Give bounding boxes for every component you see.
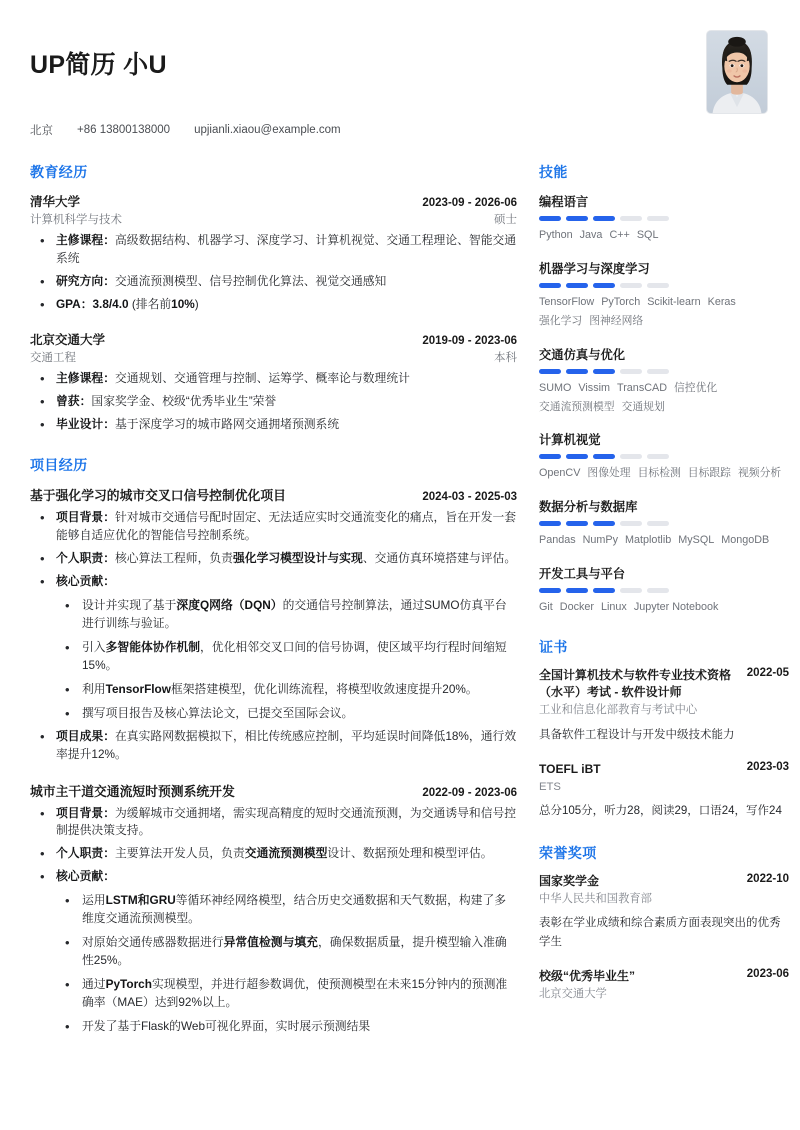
project-duty-pre: 主要算法开发人员，负责 [115,846,245,861]
project-duty-highlight: 交通流预测模型 [244,846,328,861]
skill-bar-empty [620,588,642,593]
certificate-row [539,761,789,778]
skill-group [539,497,789,550]
contrib-highlight: 异常值检测与填充 [223,935,318,950]
contrib-post: 等循环神经网络模型，结合历史交通数据和天气数据，构建了多维度交通流预测模型。 [82,893,507,926]
skill-level-bars [539,454,789,459]
skill-keyword: NumPy [582,534,619,547]
skill-keyword: Scikit-learn [647,295,701,308]
education-entry-row [30,330,517,348]
skill-bar-filled [593,369,615,374]
contrib-post: 框架搭建模型，优化训练流程，将模型收敛速度提升20%。 [170,681,478,696]
skill-keyword: TransCAD [617,381,668,394]
project-contrib-label: 核心贡献： [56,869,115,884]
skill-bar-empty [647,216,669,221]
list-item [56,705,517,723]
project-entry-row [30,485,517,504]
contrib-pre: 设计并实现了基于 [82,598,177,613]
project-duty-label: 个人职责： [56,846,115,861]
contrib-post: ，优化相邻交叉口间的信号协调，使区域平均行程时间缩短15%。 [82,639,507,672]
school-name: 北京交通大学 [30,332,106,347]
page-title: UP简历 小U [30,51,167,79]
list-item [56,681,517,699]
project-background-label: 项目背景： [56,805,115,820]
skill-bar-filled [593,521,615,526]
project-contributions [56,892,517,1035]
skill-keyword: Matplotlib [625,534,672,547]
list-item [56,892,517,928]
list-item [30,509,517,545]
skill-bar-empty [647,521,669,526]
section-awards [539,843,789,1003]
education-bullets [30,232,517,314]
education-subrow [30,348,517,365]
contact-email: upjianli.xiaou@example.com [194,124,341,136]
skill-keyword: Pandas [539,534,576,547]
list-item: • 曾获：国家奖学金、校级“优秀毕业生”荣誉 [30,393,517,411]
contrib-pre: 运用 [82,893,106,908]
education-subrow [30,210,517,227]
project-entry-row [30,781,517,800]
project-duty-label: 个人职责： [56,551,115,566]
skill-bar-empty [620,216,642,221]
skill-keyword: Linux [601,601,627,614]
skill-group-name: 编程语言 [539,195,589,209]
skill-bar-filled [539,454,561,459]
skill-keywords [539,531,789,550]
skill-keyword: TensorFlow [539,295,595,308]
contact-location: 北京 [30,125,53,137]
skill-keyword: Git [539,601,553,614]
award-desc: 表彰在学业成绩和综合素质方面表现突出的优秀学生 [539,917,781,949]
certificate-date: 2022-05 [746,667,789,680]
section-certificates [539,637,789,821]
skill-group [539,564,789,617]
list-item [30,845,517,863]
skill-bar-filled [566,588,588,593]
resume-body [30,162,789,1036]
skill-keywords [539,226,789,245]
skill-level-bars [539,216,789,221]
project-background: 为缓解城市交通拥堵，需实现高精度的短时交通流预测，为交通诱导和信号控制提供决策支持。 [56,805,517,838]
contrib-pre: 撰写项目报告及核心算法论文，已提交至国际会议。 [82,705,354,720]
skill-keyword: Java [579,229,603,241]
section-title-skills: 技能 [539,164,568,180]
skill-group-name: 交通仿真与优化 [539,347,626,362]
skill-keywords [539,464,789,483]
skill-keyword: 目标跟踪 [687,467,731,480]
award-row [539,873,789,890]
certificate-desc: 具备软件工程设计与开发中级技术能力 [539,728,735,741]
certificate-item [539,667,789,744]
list-item: • GPA：3.8/4.0 (排名前10%) [30,296,517,314]
contrib-highlight: PyTorch [105,976,152,991]
skill-bar-filled [593,454,615,459]
project-result: 在真实路网数据模拟下，相比传统感应控制，平均延误时间降低18%，通行效率提升12%。 [56,728,517,761]
skill-bar-filled [566,521,588,526]
certificate-row [539,667,789,701]
project-contributions [56,597,517,723]
skill-bar-empty [647,283,669,288]
certificate-item [539,761,789,821]
list-item: • 主修课程：高级数据结构、机器学习、深度学习、计算机视觉、交通工程理论、智能交通系统 [30,232,517,268]
skill-bar-filled [539,283,561,288]
project-name: 城市主干道交通流短时预测系统开发 [30,783,235,799]
skill-bar-filled [566,369,588,374]
award-name: 国家奖学金 [539,873,600,888]
skill-keyword: 信控优化 [674,381,718,394]
skill-keyword: 图神经网络 [589,314,644,327]
list-item [56,597,517,633]
certificate-date: 2023-03 [746,760,789,773]
degree: 硕士 [494,214,517,226]
skill-keyword: Vissim [578,381,611,394]
award-date: 2023-06 [746,968,789,981]
list-item [30,805,517,841]
project-duty-pre: 核心算法工程师，负责 [115,551,233,566]
header-left [30,28,341,138]
section-education [30,162,517,433]
award-date: 2022-10 [746,872,789,885]
project-entry [30,485,517,763]
skill-keywords [539,293,789,331]
skill-group-name: 机器学习与深度学习 [539,261,650,276]
project-duty-highlight: 强化学习模型设计与实现 [232,551,363,566]
skill-bar-empty [620,454,642,459]
skill-keywords [539,598,789,617]
skill-bar-empty [647,588,669,593]
contrib-pre: 对原始交通传感器数据进行 [82,935,224,950]
contrib-highlight: 多智能体协作机制 [105,639,200,654]
project-name: 基于强化学习的城市交叉口信号控制优化项目 [30,488,286,504]
education-date: 2023-09 - 2026-06 [422,197,517,209]
list-item [56,1018,517,1036]
skill-bar-filled [566,216,588,221]
list-item: • 主修课程：交通规划、交通管理与控制、运筹学、概率论与数理统计 [30,370,517,388]
skill-bar-empty [647,454,669,459]
skill-keyword: 视频分析 [737,467,782,480]
skill-keyword: Python [539,229,573,241]
award-row [539,968,789,985]
certificate-org: 工业和信息化部教育与考试中心 [539,704,698,717]
skill-keyword: SUMO [539,381,572,394]
skill-keyword: PyTorch [601,295,641,308]
contrib-post: ，确保数据质量，提升模型输入准确性25%。 [82,935,507,967]
skill-keywords [539,379,789,417]
project-contrib-label: 核心贡献： [56,574,115,589]
main-column [30,162,517,1036]
project-bullets [30,805,517,1036]
skill-group [539,430,789,483]
skill-keyword: Jupyter Notebook [633,601,719,614]
certificate-org: ETS [539,780,561,793]
skill-group [539,259,789,331]
skill-bar-filled [566,454,588,459]
degree: 本科 [494,351,517,364]
education-entry-row [30,192,517,210]
skill-keyword: Keras [707,295,736,308]
education-date: 2019-09 - 2023-06 [422,334,517,347]
contrib-highlight: LSTM和GRU [105,893,176,908]
skill-keyword: 强化学习 [539,314,583,327]
list-item [56,934,517,970]
skill-group-name: 计算机视觉 [539,433,601,448]
skill-group-name: 开发工具与平台 [539,567,626,582]
skill-bar-empty [620,521,642,526]
skill-level-bars [539,521,789,526]
section-title-awards: 荣誉奖项 [539,844,597,861]
skill-keyword: MySQL [678,534,715,547]
skill-level-bars [539,283,789,288]
list-item [56,639,517,675]
skill-keyword: MongoDB [721,534,770,547]
skill-keyword: 交通规划 [621,400,665,413]
award-item [539,873,789,952]
skill-group [539,345,789,417]
contrib-post: 的交通信号控制算法，通过SUMO仿真平台进行训练与验证。 [82,598,507,631]
certificate-desc: 总分105分，听力28，阅读29，口语24，写作24 [539,804,782,817]
project-background-label: 项目背景： [56,510,115,525]
project-entry [30,781,517,1036]
portrait-photo-icon [707,31,767,113]
skill-group-name: 数据分析与数据库 [539,500,638,515]
project-date: 2024-03 - 2025-03 [422,491,517,504]
education-bullets [30,370,517,434]
award-name: 校级“优秀毕业生” [539,969,636,984]
section-projects [30,455,517,1035]
award-org: 北京交通大学 [539,988,607,1001]
skill-group [539,192,789,245]
list-item [56,976,517,1012]
skill-bar-empty [620,283,642,288]
skill-bar-filled [539,216,561,221]
skill-bar-filled [593,216,615,221]
skill-keyword: SQL [636,229,659,241]
skill-bar-filled [539,369,561,374]
list-item: • 研究方向：交通流预测模型、信号控制优化算法、视觉交通感知 [30,273,517,291]
skill-bar-filled [539,588,561,593]
contrib-pre: 开发了基于Flask的Web可视化界面，实时展示预测结果 [82,1018,371,1033]
skill-keyword: Docker [559,601,594,614]
certificate-name: TOEFL iBT [539,761,601,776]
skill-bar-filled [566,283,588,288]
section-title-projects: 项目经历 [30,457,88,474]
skill-bar-empty [620,369,642,374]
avatar [706,30,768,114]
skill-bar-filled [593,588,615,593]
project-date: 2022-09 - 2023-06 [422,786,517,799]
skill-keyword: 目标检测 [637,467,681,480]
education-entry [30,330,517,434]
list-item [30,728,517,764]
resume-header [30,28,770,138]
major: 交通工程 [30,351,76,364]
contact-line [30,122,341,138]
skill-keyword: 交通流预测模型 [539,400,615,413]
list-item [30,868,517,1035]
contrib-pre: 利用 [82,681,106,696]
project-bullets [30,509,517,763]
list-item [30,550,517,568]
skill-keyword: C++ [609,229,630,241]
project-duty-post: 、交通仿真环境搭建与评估。 [362,551,517,566]
skill-level-bars [539,588,789,593]
section-title-education: 教育经历 [30,164,88,180]
skill-bar-empty [647,369,669,374]
certificate-name: 全国计算机技术与软件专业技术资格（水平）考试 - 软件设计师 [539,668,732,700]
school-name: 清华大学 [30,195,81,209]
skill-keyword: 图像处理 [587,467,631,480]
award-item [539,968,789,1002]
skill-level-bars [539,369,789,374]
list-item [30,573,517,722]
list-item: • 毕业设计：基于深度学习的城市路网交通拥堵预测系统 [30,416,517,434]
skill-bar-filled [593,283,615,288]
contrib-highlight: TensorFlow [105,681,171,696]
contrib-pre: 引入 [82,639,106,654]
contrib-highlight: 深度Q网络（DQN） [176,598,283,613]
project-result-label: 项目成果： [56,728,115,743]
sidebar-column [539,162,789,1003]
section-title-certificates: 证书 [539,639,568,656]
contrib-post: 实现模型，并进行超参数调优，使预测模型在未来15分钟内的预测准确率（MAE）达到92%以上。 [82,976,508,1009]
skill-bar-filled [539,521,561,526]
section-skills [539,162,789,617]
project-background: 针对城市交通信号配时固定、无法适应实时交通流变化的痛点，旨在开发一套能够自适应优化的智能信号控制系统。 [56,510,517,543]
project-duty-post: 设计、数据预处理和模型评估。 [327,846,493,861]
major: 计算机科学与技术 [30,214,122,226]
education-entry [30,192,517,314]
contact-phone: +86 13800138000 [77,124,171,136]
skill-keyword: OpenCV [539,467,581,480]
award-org: 中华人民共和国教育部 [539,892,652,905]
contrib-pre: 通过 [82,976,106,991]
